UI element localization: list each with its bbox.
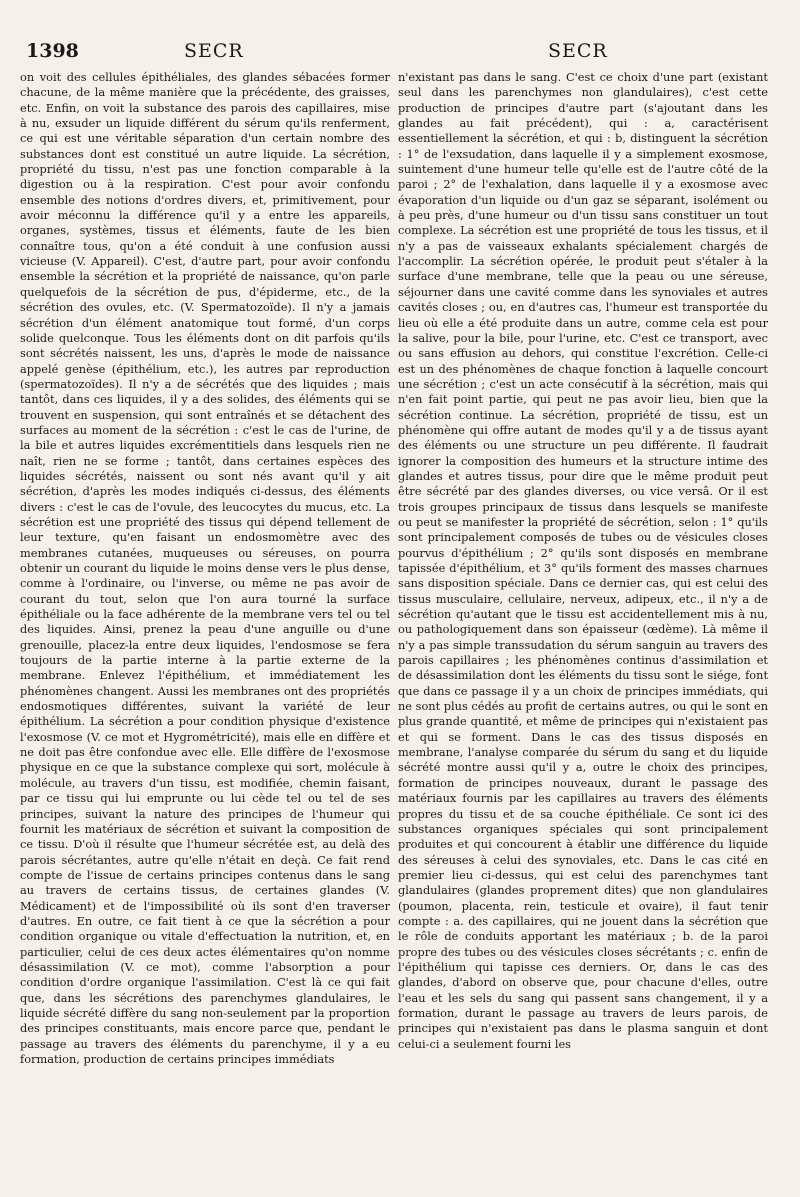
running-head-left: SECR: [184, 40, 244, 62]
running-head-right: SECR: [548, 40, 608, 62]
column-left-text: on voit des cellules épithéliales, des glandes sébacées former chacune, de la même manière que la précédente, des graisses, etc. Enfin, on voit la substance des parois des capillaires, mise à nu, exsuder un liquide différent du sérum qu'ils renferment, ce qui est une véritable séparation d'un certain nombre des substances dont est constitué un autre liquide. La sécrétion, propriété du tissu, n'est pas une fonction comparable à la digestion ou à la respiration. C'est pour avoir confondu ensemble des notions d'ordres divers, et, primitivement, pour avoir méconnu la différence qu'il y a entre les appareils, organes, systèmes, tissus et éléments, faute de les bien connaître tous, qu'on a été conduit à une confusion aussi vicieuse (V. Appareil). C'est, d'autre part, pour avoir confondu ensemble la sécrétion et la propriété de naissance, qu'on parle quelquefois de la sécrétion de pus, d'épiderme, etc., de la sécrétion des ovules, etc. (V. Spermatozoïde). Il n'y a jamais sécrétion d'un élément anatomique tout formé, d'un corps solide quelconque. Tous les éléments dont on dit parfois qu'ils sont sécrétés naissent, les uns, d'après le mode de naissance appelé genèse (épithélium, etc.), les autres par reproduction (spermatozoïdes). Il n'y a de sécrétés que des liquides ; mais tantôt, dans ces liquides, il y a des solides, des éléments qui se trouvent en suspension, qui sont entraînés et se détachent des surfaces au moment de la sécrétion : c'est le cas de l'urine, de la bile et autres liquides excrémentitiels dans lesquels rien ne naît, rien ne se forme ; tantôt, dans certaines espèces des liquides sécrétés, naissent ou sont nés avant qu'il y ait sécrétion, d'après les modes indiqués ci-dessus, des éléments divers : c'est le cas de l'ovule, des leucocytes du mucus, etc. La sécrétion est une propriété des tissus qui dépend tellement de leur texture, qu'en faisant un endosmomètre avec des membranes cutanées, muqueuses ou séreuses, on pourra obtenir un courant du liquide le moins dense vers le plus dense, comme à l'ordinaire, ou l'inverse, ou même ne pas avoir de courant du tout, selon que l'on aura tourné la surface épithéliale ou la face adhérente de la membrane vers tel ou tel des liquides. Ainsi, prenez la peau d'une anguille ou d'une grenouille, placez-la entre deux liquides, l'endosmose se fera toujours de la partie interne à la partie externe de la membrane. Enlevez l'épithélium, et immédiatement les phénomènes changent. Aussi les membranes ont des propriétés endosmotiques différentes, suivant la variété de leur épithélium. La sécrétion a pour condition physique d'existence l'exosmose (V. ce mot et Hygrométricité), mais elle en diffère et ne doit pas être confondue avec elle. Elle diffère de l'exosmose physique en ce que la substance complexe qui sort, molécule à molécule, au travers d'un tissu, est modifiée, chemin faisant, par ce tissu qui lui emprunte ou lui cède tel ou tel de ses principes, suivant la nature des principes de l'humeur qui fournit les matériaux de sécrétion et suivant la composition de ce tissu. D'où il résulte que l'humeur sécrétée est, au delà des parois sécrétantes, autre qu'elle n'était en deçà. Ce fait rend compte de l'issue de certains principes contenus dans le sang au travers de certains tissus, de certaines glandes (V. Médicament) et de l'impossibilité où ils sont d'en traverser d'autres. En outre, ce fait tient à ce que la sécrétion a pour condition organique ou vitale d'effectuation la nutrition, et, en particulier, celui de ces deux actes élémentaires qu'on nomme désassimilation (V. ce mot), comme l'absorption a pour condition d'ordre organique l'assimilation. C'est là ce qui fait que, dans les sécrétions des parenchymes glandulaires, le liquide sécrété diffère du sang non-seulement par la proportion des principes constituants, mais encore parce que, pendant le passage au travers des éléments du parenchyme, il y a eu formation, production de certains principes immédiats: [20, 70, 390, 1066]
page-number: 1398: [26, 40, 79, 62]
page-header: [0, 40, 800, 66]
text-column-right: [398, 70, 768, 1188]
text-column-left: [20, 70, 390, 1188]
column-right-text: n'existant pas dans le sang. C'est ce choix d'une part (existant seul dans les parenchymes non glandulaires), c'est cette production de principes d'autre part (s'ajoutant dans les glandes au fait précédent), qui : a, caractérisent essentiellement la sécrétion, et qui : b, distinguent la sécrétion : 1° de l'exsudation, dans laquelle il y a simplement exosmose, suintement d'une humeur telle qu'elle est de l'autre côté de la paroi ; 2° de l'exhalation, dans laquelle il y a exosmose avec évaporation d'un liquide ou d'un gaz se séparant, isolément ou à peu près, d'une humeur ou d'un tissu sans constituer un tout complexe. La sécrétion est une propriété de tous les tissus, et il n'y a pas de vaisseaux exhalants spécialement chargés de l'accomplir. La sécrétion opérée, le produit peut s'étaler à la surface d'une membrane, telle que la peau ou une séreuse, séjourner dans une cavité comme dans les synoviales et autres cavités closes ; ou, en d'autres cas, l'humeur est transportée du lieu où elle a été produite dans un autre, comme cela est pour la salive, pour la bile, pour l'urine, etc. C'est ce transport, avec ou sans effusion au dehors, qui constitue l'excrétion. Celle-ci est un des phénomènes de chaque fonction à laquelle concourt une sécrétion ; c'est un acte consécutif à la sécrétion, mais qui n'en fait point partie, qui peut ne pas avoir lieu, bien que la sécrétion continue. La sécrétion, propriété de tissu, est un phénomène qui offre autant de modes qu'il y a de tissus ayant des éléments ou une structure un peu différente. Il faudrait ignorer la composition des humeurs et la structure intime des glandes et autres tissus, pour dire que le même produit peut être sécrété par des glandes diverses, ou vice versâ. Or il est trois groupes principaux de tissus dans lesquels se manifeste ou peut se manifester la propriété de sécrétion, selon : 1° qu'ils sont principalement composés de tubes ou de vésicules closes pourvus d'épithélium ; 2° qu'ils sont disposés en membrane tapissée d'épithélium, et 3° qu'ils forment des masses charnues sans disposition spéciale. Dans ce dernier cas, qui est celui des tissus musculaire, cellulaire, nerveux, adipeux, etc., il n'y a de sécrétion qu'autant que le tissu est accidentellement mis à nu, ou pathologiquement dans son épaisseur (œdème). Là même il n'y a pas simple transsudation du sérum sanguin au travers des parois capillaires ; les phénomènes continus d'assimilation et de désassimilation dont les éléments du tissu sont le siége, font que dans ce passage il y a un choix de principes immédiats, qui ne sont plus cédés au profit de certains autres, ou qui le sont en plus grande quantité, et même de principes qui n'existaient pas et qui se forment. Dans le cas des tissus disposés en membrane, l'analyse comparée du sérum du sang et du liquide sécrété montre aussi qu'il y a, outre le choix des principes, formation de principes nouveaux, durant le passage des matériaux fournis par les capillaires au travers des éléments propres du tissu et de sa couche épithéliale. Ce sont ici des substances organiques spéciales qui sont principalement produites et qui concourent à établir une différence du liquide des séreuses à celui des synoviales, etc. Dans le cas cité en premier lieu ci-dessus, qui est celui des parenchymes tant glandulaires (glandes proprement dites) que non glandulaires (poumon, placenta, rein, testicule et ovaire), il faut tenir compte : a. des capillaires, qui ne jouent dans la sécrétion que le rôle de conduits apportant les matériaux ; b. de la paroi propre des tubes ou des vésicules closes sécrétants ; c. enfin de l'épithélium qui tapisse ces derniers. Or, dans le cas des glandes, d'abord on observe que, pour chacune d'elles, outre l'eau et les sels du sang qui passent sans changement, il y a formation, durant le passage au travers de leurs parois, de principes qui n'existaient pas dans le plasma sanguin et dont celui-ci a seulement fourni les: [398, 70, 768, 1051]
